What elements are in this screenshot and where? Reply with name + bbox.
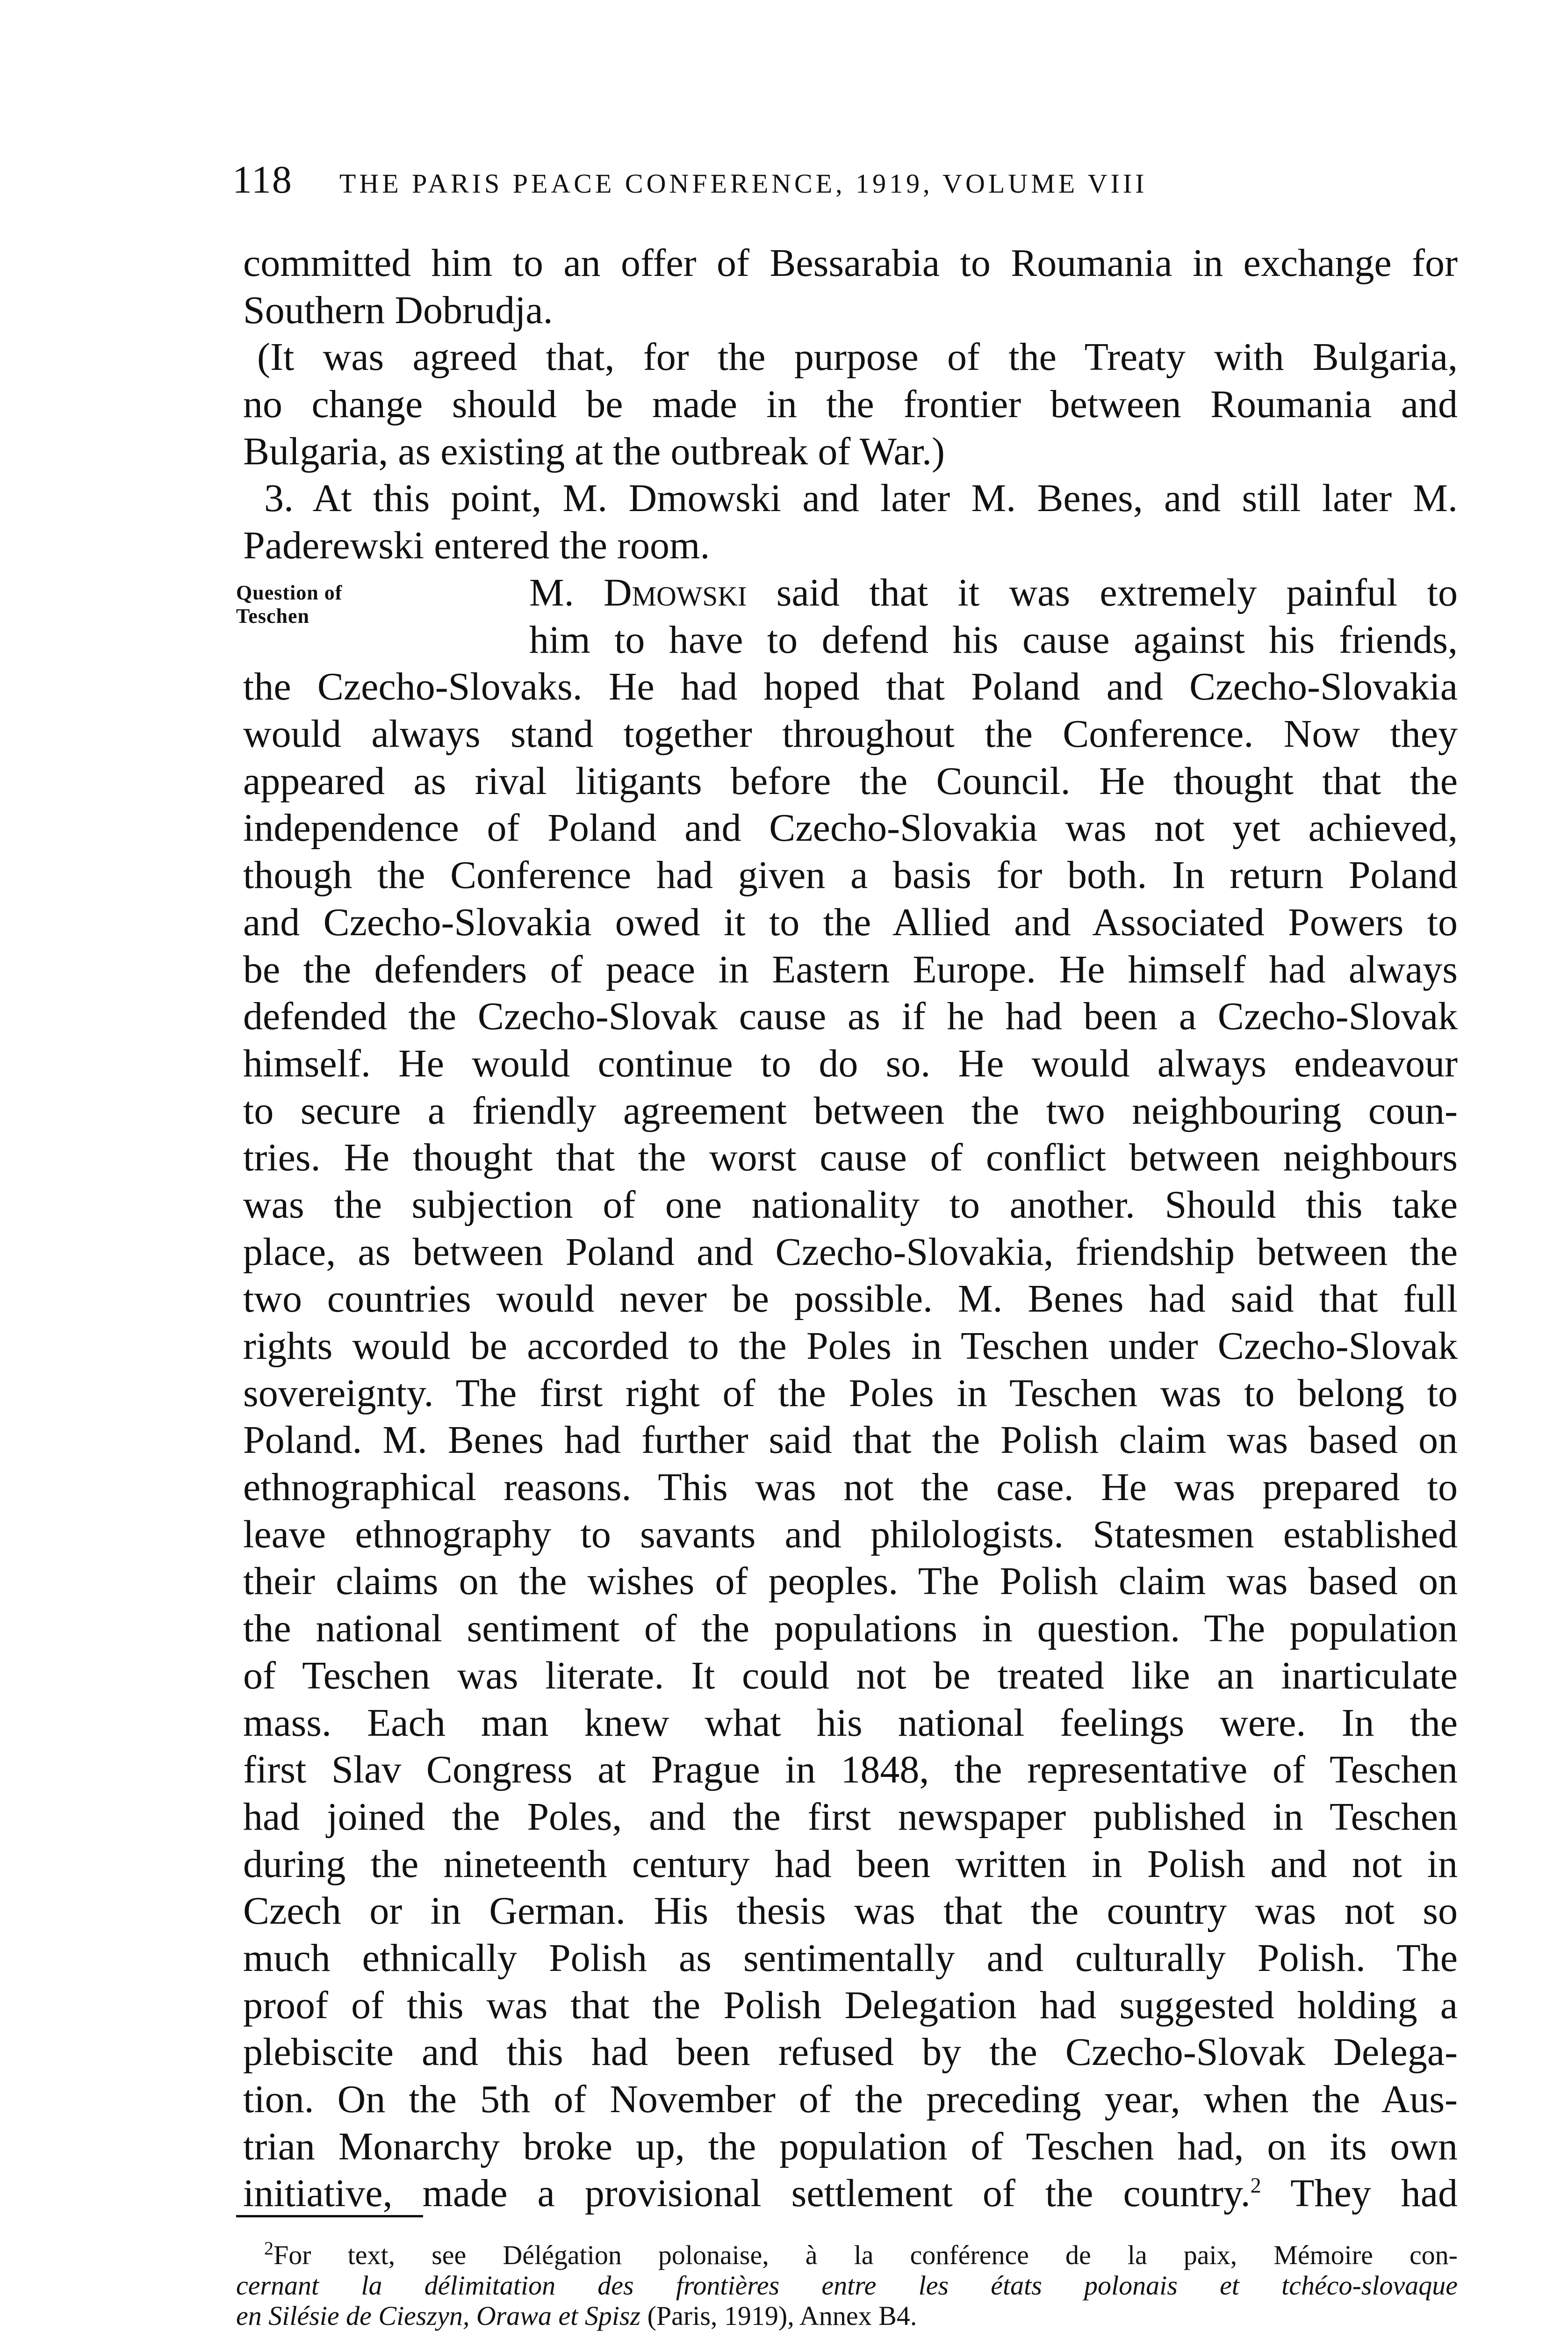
text-line: place, as between Poland and Czecho-Slovakia, friendship between the [243, 1230, 1458, 1274]
text-line: during the nineteenth century had been written in Polish and not in [243, 1842, 1458, 1886]
text-line: trian Monarchy broke up, the population of Teschen had, on its own [243, 2124, 1458, 2168]
text-line: proof of this was that the Polish Delegation had suggested holding a [243, 1983, 1458, 2027]
text-line: much ethnically Polish as sentimentally and culturally Polish. The [243, 1936, 1458, 1980]
text-line: had joined the Poles, and the first newspaper published in Teschen [243, 1795, 1458, 1839]
text-line-with-footnote-ref [243, 2170, 1458, 2217]
text-line: Bulgaria, as existing at the outbreak of War.) [243, 429, 945, 473]
text-line: Paderewski entered the room. [243, 524, 710, 568]
text-line: plebiscite and this had been refused by the Czecho-Slovak Delega- [243, 2030, 1458, 2074]
text-line: mass. Each man knew what his national feelings were. In the [243, 1701, 1458, 1745]
footnote-mark: 2 [264, 2237, 273, 2259]
running-header [232, 157, 1354, 209]
text-line: would always stand together throughout the Conference. Now they [243, 712, 1458, 756]
speaker-text: said that it was extremely painful to [747, 571, 1458, 614]
body-text-main [243, 570, 1458, 2217]
text-line: and Czecho-Slovakia owed it to the Allied and Associated Powers to [243, 900, 1458, 944]
text-line: though the Conference had given a basis for both. In return Poland [243, 853, 1458, 897]
text-line: (It was agreed that, for the purpose of the Treaty with Bulgaria, [257, 335, 1458, 379]
text-line: 3. At this point, M. Dmowski and later M. Benes, and still later M. [264, 476, 1458, 520]
text-line: sovereignty. The first right of the Poles in Teschen was to belong to [243, 1371, 1458, 1415]
page-number: 118 [232, 158, 293, 202]
text-line: independence of Poland and Czecho-Slovakia was not yet achieved, [243, 806, 1458, 850]
text-line: no change should be made in the frontier between Roumania and [243, 382, 1458, 426]
text-line: Poland. M. Benes had further said that the Polish claim was based on [243, 1418, 1458, 1462]
footnote-reference: 2 [1250, 2173, 1261, 2198]
text-fragment: They had [1261, 2172, 1458, 2215]
margin-note-line: Question of [236, 581, 343, 604]
footnote-text: en Silésie de Cieszyn, Orawa et Spisz [236, 2301, 641, 2331]
text-line: was the subjection of one nationality to another. Should this take [243, 1183, 1458, 1227]
footnote-text: For text, see Délégation polonaise, à la conférence de la paix, Mémoire con- [273, 2240, 1458, 2270]
text-line: be the defenders of peace in Eastern Europe. He himself had always [243, 947, 1458, 991]
footnote-line [236, 2301, 1458, 2331]
text-line: appeared as rival litigants before the Council. He thought that the [243, 759, 1458, 803]
body-text-top [243, 240, 1458, 570]
text-line: to secure a friendly agreement between the two neighbouring coun- [243, 1089, 1458, 1133]
text-line: of Teschen was literate. It could not be treated like an inarticulate [243, 1653, 1458, 1697]
text-line: first Slav Congress at Prague in 1848, the representative of Teschen [243, 1748, 1458, 1792]
footnote-line [236, 2237, 1458, 2270]
text-line: ethnographical reasons. This was not the case. He was prepared to [243, 1465, 1458, 1509]
text-line: tries. He thought that the worst cause of conflict between neighbours [243, 1136, 1458, 1180]
text-line: himself. He would continue to do so. He would always endeavour [243, 1041, 1458, 1085]
text-line: committed him to an offer of Bessarabia to Roumania in exchange for [243, 241, 1458, 285]
text-line: their claims on the wishes of peoples. The Polish claim was based on [243, 1559, 1458, 1603]
text-line: the Czecho-Slovaks. He had hoped that Poland and Czecho-Slovakia [243, 665, 1458, 709]
text-line: rights would be accorded to the Poles in Teschen under Czecho-Slovak [243, 1324, 1458, 1368]
text-line: him to have to defend his cause against his friends, [529, 618, 1458, 662]
speaker-name: M. Dmowski [529, 571, 747, 614]
text-line: Czech or in German. His thesis was that the country was not so [243, 1889, 1458, 1933]
text-line: leave ethnography to savants and philologists. Statesmen established [243, 1512, 1458, 1556]
footnote-divider [236, 2215, 423, 2217]
footnote [236, 2237, 1458, 2331]
footnote-text: (Paris, 1919), Annex B4. [640, 2301, 917, 2331]
text-line: defended the Czecho-Slovak cause as if he had been a Czecho-Slovak [243, 995, 1458, 1039]
footnote-line: cernant la délimitation des frontières entre les états polonais et tchéco-slovaque [236, 2270, 1458, 2301]
text-line: the national sentiment of the populations in question. The population [243, 1607, 1458, 1651]
running-title: THE PARIS PEACE CONFERENCE, 1919, VOLUME VIII [339, 168, 1148, 199]
text-fragment: initiative, made a provisional settlement of the country. [243, 2172, 1251, 2215]
text-line: Southern Dobrudja. [243, 288, 553, 332]
text-line: two countries would never be possible. M. Benes had said that full [243, 1277, 1458, 1321]
margin-note-line: Teschen [236, 605, 309, 628]
text-line: tion. On the 5th of November of the preceding year, when the Aus- [243, 2078, 1458, 2121]
speaker-line [243, 570, 1458, 617]
